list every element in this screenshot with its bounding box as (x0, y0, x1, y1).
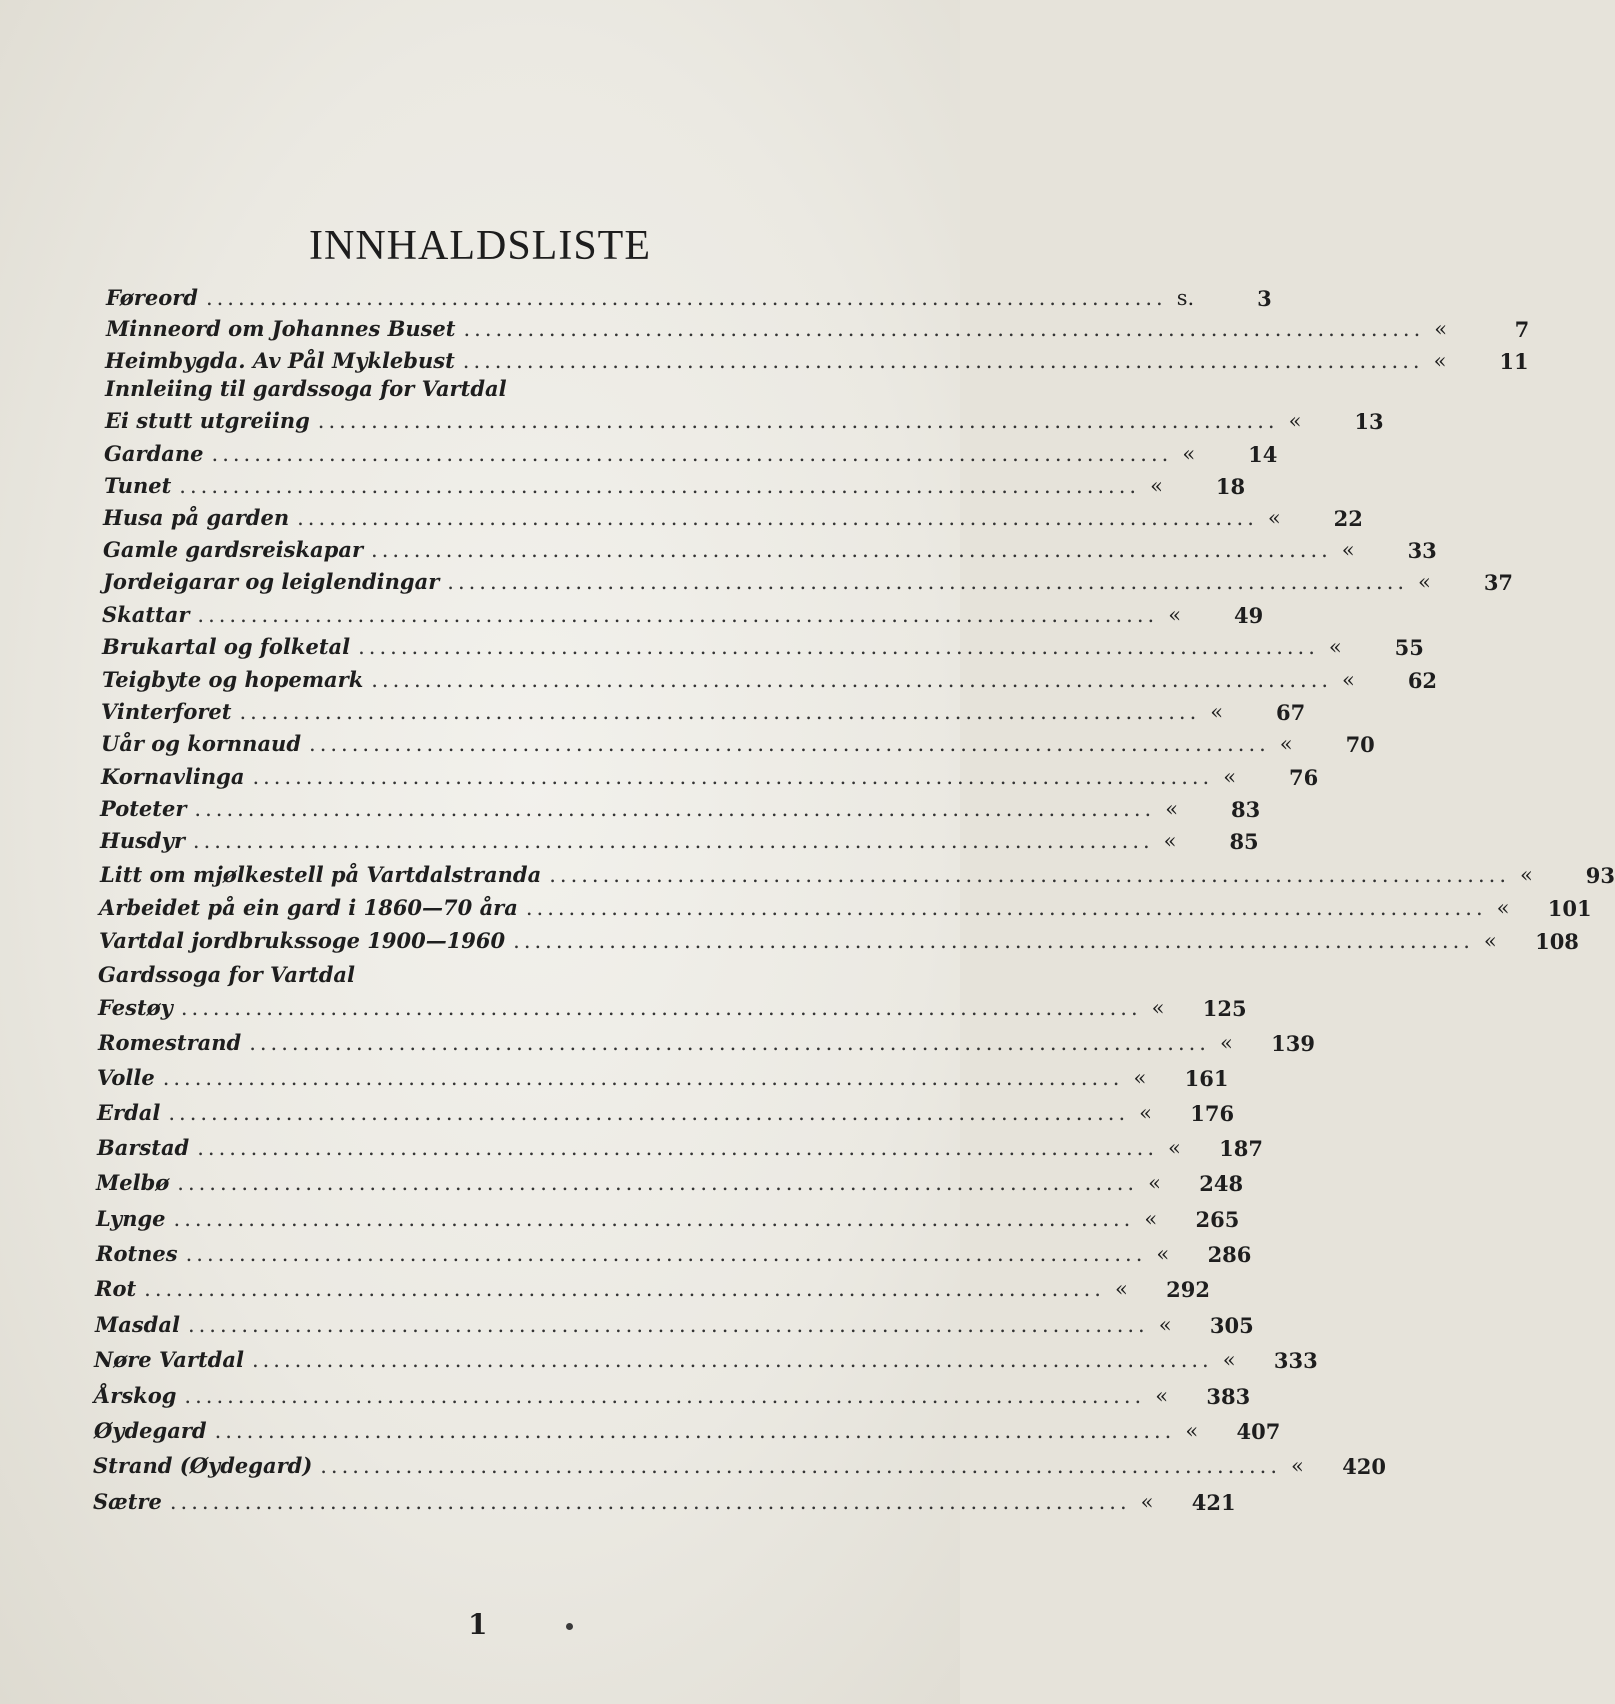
toc-entry (101, 699, 1306, 725)
toc-entry-label: Festøy (98, 995, 173, 1020)
toc-page-number: 14 (1248, 442, 1278, 467)
toc-page-number: 55 (1394, 635, 1424, 660)
dot-leader: .......................................................................................... (185, 1242, 1147, 1266)
dot-leader: .......................................................................................... (162, 1066, 1124, 1090)
ditto-mark: « (1156, 1242, 1170, 1266)
toc-entry-ref (1148, 1171, 1243, 1196)
toc-entry (100, 862, 1615, 888)
ditto-mark: « (1219, 1031, 1233, 1055)
toc-entry-label: Uår og kornnaud (101, 731, 302, 756)
toc-entry-label: Melbø (96, 1170, 170, 1195)
toc-entry-ref (1185, 1419, 1280, 1444)
toc-page-number: 265 (1195, 1207, 1240, 1232)
toc-entry-label: Teigbyte og hopemark (102, 667, 364, 692)
toc-entry-label: Kornavlinga (101, 764, 245, 789)
toc-page-number: 7 (1514, 317, 1530, 342)
toc-page-number: 33 (1407, 538, 1437, 563)
ditto-mark: « (1114, 1277, 1128, 1301)
ditto-mark: « (1341, 538, 1355, 562)
toc-entry (102, 667, 1438, 693)
ditto-mark: « (1496, 896, 1510, 920)
toc-entry-label: Føreord (106, 285, 198, 310)
dot-leader: .......................................................................................... (358, 635, 1319, 659)
toc-page-number: 407 (1236, 1419, 1281, 1444)
toc-page-number: 85 (1229, 829, 1259, 854)
toc-entry (100, 828, 1259, 854)
dot-leader: .......................................................................................... (317, 409, 1279, 433)
dot-leader: .......................................................................................... (211, 442, 1173, 466)
toc-entry-label: Volle (97, 1065, 155, 1090)
toc-page-number: 125 (1202, 996, 1247, 1021)
ditto-mark: « (1434, 317, 1448, 341)
dot-leader: .......................................................................................... (177, 1171, 1139, 1195)
toc-page-number: 49 (1233, 603, 1264, 628)
toc-entry-label: Romestrand (98, 1030, 242, 1055)
toc-entry (94, 1347, 1318, 1373)
dot-leader: .......................................................................................... (252, 765, 1214, 789)
toc-page-number: 13 (1354, 409, 1384, 434)
toc-page-number: 108 (1535, 929, 1579, 954)
dot-leader: .......................................................................................... (371, 538, 1332, 562)
ditto-mark: s. (1176, 286, 1195, 310)
dot-leader: .......................................................................................... (251, 1348, 1213, 1372)
toc-entry-label: Husa på garden (103, 505, 290, 530)
toc-entry (95, 1312, 1254, 1338)
ditto-mark: « (1155, 1384, 1169, 1408)
page-number: 1 (468, 1608, 488, 1641)
toc-entry (103, 505, 1363, 531)
toc-entry (93, 1489, 1236, 1515)
toc-page-number: 37 (1483, 570, 1514, 595)
ditto-mark: « (1148, 1171, 1161, 1195)
toc-entry-ref (1342, 538, 1437, 563)
ink-speck (566, 1623, 573, 1630)
toc-entry-label: Øydegard (94, 1418, 207, 1443)
toc-entry-label: Erdal (97, 1100, 161, 1125)
ditto-mark: « (1163, 829, 1177, 853)
ditto-mark: « (1223, 765, 1237, 789)
toc-entry-label: Rot (95, 1276, 137, 1301)
toc-entry-label: Skattar (102, 602, 190, 627)
toc-entry-label: Strand (Øydegard) (93, 1453, 313, 1478)
toc-page-number: 305 (1209, 1313, 1254, 1338)
dot-leader: .......................................................................................... (197, 1136, 1159, 1160)
toc-page-number: 70 (1345, 732, 1375, 757)
ditto-mark: « (1222, 1348, 1236, 1372)
toc-page-number: 292 (1166, 1277, 1210, 1302)
toc-entry-label: Vinterforet (101, 699, 232, 724)
dot-leader: .......................................................................................... (320, 1454, 1282, 1478)
toc-entry-ref (1164, 829, 1259, 854)
toc-entry-label: Tunet (104, 473, 172, 498)
dot-leader: .......................................................................................... (214, 1419, 1176, 1443)
toc-page-number: 101 (1547, 896, 1592, 921)
toc-entry (100, 796, 1261, 822)
ditto-mark: « (1158, 1313, 1172, 1337)
ditto-mark: « (1520, 863, 1533, 887)
dot-leader: .......................................................................................... (169, 1490, 1131, 1514)
dot-leader: .......................................................................................... (144, 1277, 1105, 1301)
toc-page-number: 248 (1199, 1171, 1244, 1196)
toc-entry-ref (1156, 1242, 1251, 1267)
toc-entry-label: Brukartal og folketal (102, 634, 351, 659)
toc-entry (96, 1206, 1240, 1232)
toc-entry-label: Rotnes (96, 1241, 178, 1266)
ditto-mark: « (1328, 635, 1342, 659)
toc-entry (97, 1100, 1235, 1126)
toc-entry (97, 1135, 1264, 1161)
toc-entry-ref (1329, 635, 1424, 660)
toc-entry-ref (1280, 732, 1375, 757)
toc-entry-ref (1182, 442, 1277, 467)
toc-entry (96, 1170, 1244, 1196)
ditto-mark: « (1151, 996, 1165, 1020)
toc-entry-ref (1150, 474, 1245, 499)
toc-entry (103, 569, 1514, 595)
toc-entry (94, 1383, 1251, 1409)
dot-leader: .......................................................................................... (309, 732, 1270, 756)
dot-leader: .......................................................................................... (180, 996, 1142, 1020)
toc-entry-ref (1152, 996, 1247, 1021)
toc-entry-label: Litt om mjølkestell på Vartdalstranda (100, 862, 542, 887)
toc-entry (96, 1241, 1252, 1267)
toc-entry-ref (1289, 409, 1384, 434)
toc-entry (106, 316, 1530, 342)
toc-entry-label: Sætre (93, 1489, 162, 1514)
toc-entry-ref (1210, 700, 1305, 725)
toc-entry-ref (1223, 765, 1318, 790)
toc-entry-label: Arbeidet på ein gard i 1860—70 åra (99, 895, 518, 920)
toc-entry-label: Gamle gardsreiskapar (103, 537, 364, 562)
dot-leader: .......................................................................................... (168, 1101, 1130, 1125)
toc-entry-label: Barstad (97, 1135, 190, 1160)
toc-page-number: 176 (1190, 1101, 1235, 1126)
toc-entry (101, 764, 1319, 790)
ditto-mark: « (1418, 570, 1431, 594)
toc-entry (99, 895, 1592, 921)
toc-entry-ref (1141, 1490, 1236, 1515)
toc-entry-label: Årskog (94, 1383, 177, 1408)
ditto-mark: « (1139, 1101, 1152, 1125)
dot-leader: .......................................................................................... (239, 700, 1201, 724)
ditto-mark: « (1168, 1136, 1181, 1160)
toc-page-number: 83 (1230, 797, 1261, 822)
toc-page-number: 420 (1342, 1454, 1387, 1479)
toc-entry (104, 441, 1278, 467)
ditto-mark: « (1185, 1419, 1199, 1443)
ditto-mark: « (1168, 603, 1182, 627)
toc-entry-ref (1520, 863, 1615, 888)
toc-entry-ref (1168, 603, 1263, 628)
toc-entry-ref (1139, 1101, 1234, 1126)
toc-entry-label: Vartdal jordbrukssoge 1900—1960 (99, 928, 506, 953)
dot-leader: .......................................................................................... (463, 317, 1425, 341)
toc-entry-ref (1220, 1031, 1315, 1056)
toc-entry (93, 1453, 1387, 1479)
toc-page-number: 93 (1585, 863, 1615, 888)
dot-leader: .......................................................................................... (184, 1384, 1146, 1408)
toc-entry-ref (1497, 896, 1592, 921)
toc-page-number: 333 (1273, 1348, 1318, 1373)
toc-page-number: 286 (1207, 1242, 1252, 1267)
toc-page-number: 383 (1206, 1384, 1251, 1409)
toc-entry (101, 731, 1375, 757)
toc-entry-ref (1133, 1066, 1228, 1091)
toc-entry-ref (1159, 1313, 1254, 1338)
toc-entry-label: Heimbygda. Av Pål Myklebust (105, 348, 455, 373)
toc-page-number: 161 (1184, 1066, 1229, 1091)
toc-entry (103, 537, 1437, 563)
dot-leader: .......................................................................................... (249, 1031, 1210, 1055)
toc-entry (98, 1030, 1315, 1056)
page-title: INNHALDSLISTE (309, 223, 651, 269)
toc-entry-ref (1484, 929, 1579, 954)
dot-leader: .......................................................................................... (297, 506, 1258, 530)
dot-leader: .......................................................................................... (173, 1207, 1135, 1231)
toc-section-heading: Gardssoga for Vartdal (98, 962, 355, 987)
toc-entry-ref (1418, 570, 1513, 595)
dot-leader: .......................................................................................... (447, 570, 1409, 594)
toc-entry (104, 473, 1246, 499)
ditto-mark: « (1291, 1454, 1304, 1478)
toc-entry-label: Ei stutt utgreiing (105, 408, 310, 433)
toc-page-number: 76 (1289, 765, 1319, 790)
toc-page-number: 11 (1499, 349, 1529, 374)
toc-page-number: 67 (1276, 700, 1306, 725)
toc-entry-ref (1115, 1277, 1210, 1302)
ditto-mark: « (1433, 349, 1447, 373)
dot-leader: .......................................................................................... (194, 797, 1156, 821)
ditto-mark: « (1140, 1490, 1154, 1514)
ditto-mark: « (1288, 409, 1302, 433)
dot-leader: .......................................................................................... (549, 863, 1510, 887)
toc-page-number: 139 (1271, 1031, 1315, 1056)
ditto-mark: « (1182, 442, 1196, 466)
toc-entry (99, 928, 1579, 954)
toc-entry-ref (1434, 349, 1529, 374)
toc-page-number: 62 (1407, 668, 1438, 693)
toc-page-number: 18 (1215, 474, 1246, 499)
toc-entry-ref (1165, 797, 1260, 822)
ditto-mark: « (1150, 474, 1163, 498)
dot-leader: .......................................................................................... (187, 1313, 1149, 1337)
dot-leader: .......................................................................................... (525, 896, 1487, 920)
ditto-mark: « (1342, 668, 1355, 692)
toc-page-number: 421 (1191, 1490, 1236, 1515)
ditto-mark: « (1133, 1066, 1147, 1090)
toc-entry-ref (1291, 1454, 1386, 1479)
toc-entry (102, 634, 1424, 660)
dot-leader: .......................................................................................... (197, 603, 1159, 627)
toc-entry (106, 285, 1272, 311)
toc-entry-label: Minneord om Johannes Buset (106, 316, 456, 341)
dot-leader: .......................................................................................... (192, 829, 1154, 853)
toc-entry (102, 602, 1264, 628)
toc-entry-ref (1342, 668, 1437, 693)
toc-entry (97, 1065, 1229, 1091)
dot-leader: .......................................................................................... (462, 349, 1424, 373)
toc-entry-label: Gardane (104, 441, 204, 466)
ditto-mark: « (1267, 506, 1281, 530)
toc-entry-ref (1168, 1136, 1263, 1161)
toc-entry-ref (1434, 317, 1529, 342)
toc-entry-label: Masdal (95, 1312, 180, 1337)
dot-leader: .......................................................................................... (179, 474, 1141, 498)
toc-entry (95, 1276, 1210, 1302)
toc-entry-ref (1155, 1384, 1250, 1409)
dot-leader: .......................................................................................... (205, 286, 1167, 310)
toc-entry-ref (1223, 1348, 1318, 1373)
toc-entry-ref (1268, 506, 1363, 531)
toc-entry-ref (1177, 286, 1272, 311)
ditto-mark: « (1165, 797, 1179, 821)
toc-entry-label: Poteter (100, 796, 187, 821)
toc-entry-label: Lynge (96, 1206, 166, 1231)
dot-leader: .......................................................................................... (371, 668, 1333, 692)
toc-entry-label: Nøre Vartdal (94, 1347, 244, 1372)
toc-entry (94, 1418, 1281, 1444)
toc-entry-label: Husdyr (100, 828, 185, 853)
toc-section-heading: Innleiing til gardssoga for Vartdal (105, 376, 507, 401)
ditto-mark: « (1483, 929, 1497, 953)
toc-entry-label: Jordeigarar og leiglendingar (103, 569, 440, 594)
toc-entry (98, 995, 1247, 1021)
toc-page-number: 3 (1257, 286, 1272, 311)
ditto-mark: « (1210, 700, 1224, 724)
toc-entry-ref (1144, 1207, 1239, 1232)
toc-entry (105, 348, 1529, 374)
ditto-mark: « (1279, 732, 1293, 756)
toc-page-number: 187 (1219, 1136, 1264, 1161)
dot-leader: .......................................................................................... (513, 929, 1474, 953)
ditto-mark: « (1144, 1207, 1158, 1231)
toc-page-number: 22 (1333, 506, 1363, 531)
toc-entry (105, 408, 1384, 434)
